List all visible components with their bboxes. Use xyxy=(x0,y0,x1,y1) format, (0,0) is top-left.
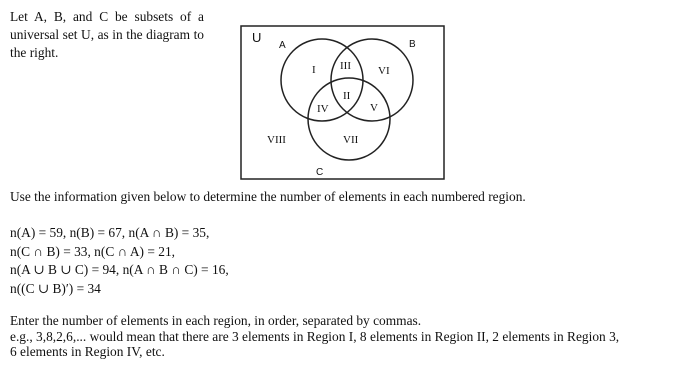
region-iii-label: III xyxy=(340,60,351,72)
answer-instructions xyxy=(10,313,694,360)
given-line-1: n(A) = 59, n(B) = 67, n(A ∩ B) = 35, xyxy=(10,225,210,240)
set-b-label: B xyxy=(409,39,416,50)
region-viii-label: VIII xyxy=(267,134,286,146)
given-line-2: n(C ∩ B) = 33, n(C ∩ A) = 21, xyxy=(10,243,176,259)
region-vi-label: VI xyxy=(378,65,390,77)
region-vii-label: VII xyxy=(343,134,359,146)
region-i-label: I xyxy=(312,64,316,76)
region-iv-label: IV xyxy=(317,103,329,115)
instruction-text: Use the information given below to determine the number of elements in each numbered region. xyxy=(10,189,526,204)
answer-instruction-line-3: 6 elements in Region IV, etc. xyxy=(10,344,165,359)
given-line-3: n(A ∪ B ∪ C) = 94, n(A ∩ B ∩ C) = 16, xyxy=(10,262,229,277)
region-v-label: V xyxy=(370,102,378,114)
intro-text: Let A, B, and C be subsets of a universal set U, as in the diagram to the right. xyxy=(10,9,204,60)
universe-label: U xyxy=(252,30,262,45)
region-ii-label: II xyxy=(343,90,351,102)
given-line-4: n((C ∪ B)′) = 34 xyxy=(10,280,101,296)
venn-diagram xyxy=(240,25,446,185)
given-information xyxy=(10,224,229,298)
answer-instruction-line-2: e.g., 3,8,2,6,... would mean that there are 3 elements in Region I, 8 elements in Region II, 2 elements in Region 3, xyxy=(10,328,620,344)
set-a-label: A xyxy=(279,40,286,51)
answer-instruction-line-1: Enter the number of elements in each region, in order, separated by commas. xyxy=(10,313,422,328)
set-c-label: C xyxy=(316,167,324,178)
